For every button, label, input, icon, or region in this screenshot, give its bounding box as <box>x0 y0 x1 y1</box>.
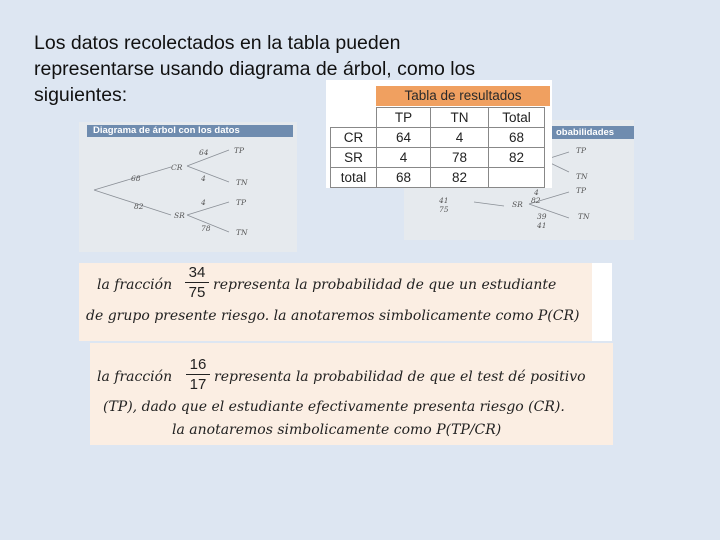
results-table-title: Tabla de resultados <box>376 86 550 106</box>
fraction-16-17 <box>186 356 210 393</box>
results-table <box>330 107 545 188</box>
tree-label-78: 78 <box>201 224 211 233</box>
formula2-line3: la anotaremos simbolicamente como P(TP/CR) <box>172 422 502 438</box>
fraction-34-75 <box>185 264 209 301</box>
table-cell: CR <box>331 128 377 148</box>
table-cell: 82 <box>431 168 489 188</box>
formula2-pre: la fracción <box>97 369 173 385</box>
tree-diagram-lines <box>79 122 297 252</box>
table-header-cell: TN <box>431 108 489 128</box>
intro-line-1: Los datos recolectados en la tabla pueden <box>34 32 401 54</box>
table-header-cell: TP <box>377 108 431 128</box>
tree-label-tn1: TN <box>236 178 248 187</box>
table-cell: 4 <box>377 148 431 168</box>
intro-line-3: siguientes: <box>34 84 128 106</box>
formula1-line2: de grupo presente riesgo. la anotaremos simbolicamente como P(CR) <box>86 308 580 324</box>
probability-tree-title: obabilidades <box>530 126 634 139</box>
prob-label-sr: SR <box>512 200 523 209</box>
tree-diagram-image <box>79 122 297 252</box>
prob-label-f3: 39 <box>537 212 547 221</box>
formula-box-2 <box>90 343 613 445</box>
table-header-cell: Total <box>489 108 545 128</box>
table-cell: 68 <box>377 168 431 188</box>
table-row <box>331 168 545 188</box>
table-header-row <box>331 108 545 128</box>
tree-label-4a: 4 <box>201 174 206 183</box>
table-row <box>331 148 545 168</box>
intro-line-2: representarse usando diagrama de árbol, como los <box>34 58 476 80</box>
prob-label-f1d: 82 <box>531 196 541 205</box>
table-cell <box>489 168 545 188</box>
tree-diagram-title: Diagrama de árbol con los datos <box>87 125 293 137</box>
table-cell <box>331 108 377 128</box>
table-cell: total <box>331 168 377 188</box>
formula2-line2: (TP), dado que el estudiante efectivamente presenta riesgo (CR). <box>103 399 565 415</box>
prob-label-f2: 41 <box>439 196 449 205</box>
formula1-pre: la fracción <box>97 277 173 293</box>
table-cell: SR <box>331 148 377 168</box>
table-row <box>331 128 545 148</box>
fraction-numerator: 34 <box>188 264 206 281</box>
tree-label-82: 82 <box>134 202 144 211</box>
prob-label-f2d: 75 <box>439 205 449 214</box>
table-cell: 4 <box>431 128 489 148</box>
prob-label-tn1: TN <box>576 172 588 181</box>
fraction-numerator: 16 <box>189 356 207 373</box>
prob-label-tp2: TP <box>576 186 587 195</box>
formula-box-1 <box>79 263 612 341</box>
formula2-post: representa la probabilidad de que el test dé positivo <box>214 369 586 385</box>
fraction-denominator: 17 <box>189 376 207 393</box>
table-cell: 78 <box>431 148 489 168</box>
fraction-denominator: 75 <box>188 284 206 301</box>
tree-label-68: 68 <box>131 174 141 183</box>
prob-label-tp1: TP <box>576 146 587 155</box>
tree-label-64: 64 <box>199 148 209 157</box>
prob-label-f1: 4 <box>534 188 539 197</box>
tree-label-cr: CR <box>171 163 183 172</box>
tree-label-tp2: TP <box>236 198 247 207</box>
results-table-image <box>326 80 552 188</box>
table-cell: 68 <box>489 128 545 148</box>
tree-label-tn2: TN <box>236 228 248 237</box>
tree-label-tp1: TP <box>234 146 245 155</box>
prob-label-tn2: TN <box>578 212 590 221</box>
tree-label-sr: SR <box>174 211 185 220</box>
prob-label-f3d: 41 <box>537 221 547 230</box>
tree-label-4b: 4 <box>201 198 206 207</box>
formula1-post: representa la probabilidad de que un estudiante <box>213 277 557 293</box>
table-cell: 64 <box>377 128 431 148</box>
table-cell: 82 <box>489 148 545 168</box>
